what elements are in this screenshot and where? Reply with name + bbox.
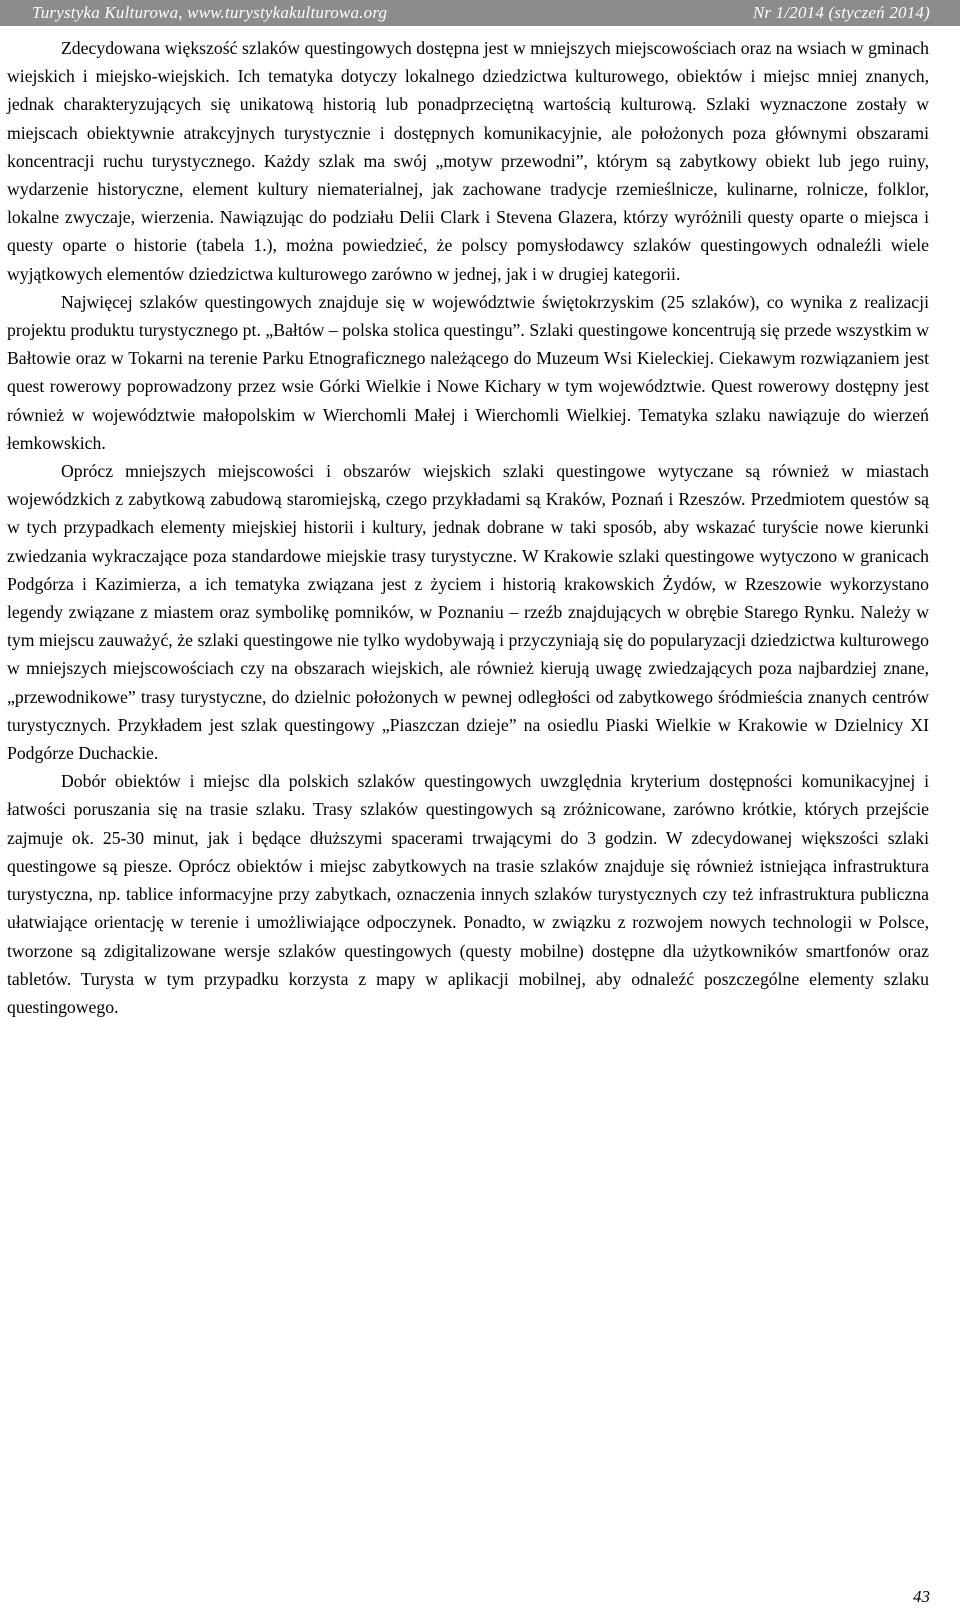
paragraph: Najwięcej szlaków questingowych znajduje się w województwie świętokrzyskim (25 szlaków), co wynika z realizacji projektu produktu turystycznego pt. „Bałtów – polska stolica questingu”. Szlaki questingowe koncentrują się przede wszystkim w Bałtowie oraz w Tokarni na terenie Parku Etnograficznego należącego do Muzeum Wsi Kieleckiej. Ciekawym rozwiązaniem jest quest rowerowy poprowadzony przez wsie Górki Wielkie i Nowe Kichary w tym województwie. Quest rowerowy dostępny jest również w województwie małopolskim w Wierchomli Małej i Wierchomli Wielkiej. Tematyka szlaku nawiązuje do wierzeń łemkowskich. — [7, 291, 929, 453]
issue-label: Nr 1/2014 (styczeń 2014) — [752, 3, 930, 22]
paragraph: Oprócz mniejszych miejscowości i obszarów wiejskich szlaki questingowe wytyczane są również w miastach wojewódzkich z zabytkową zabudową staromiejską, czego przykładami są Kraków, Poznań i Rzeszów. Przedmiotem questów są w tych przypadkach elementy miejskiej historii i kultury, jednak dobrane w taki sposób, aby wskazać turyście nowe kierunki zwiedzania wykraczające poza standardowe miejskie trasy turystyczne. W Krakowie szlaki questingowe wytyczono w granicach Podgórza i Kazimierza, a ich tematyka związana jest z życiem i historią krakowskich Żydów, w Rzeszowie wykorzystano legendy związane z miastem oraz symbolikę pomników, w Poznaniu – rzeźb znajdujących w obrębie Starego Rynku. Należy w tym miejscu zauważyć, że szlaki questingowe nie tylko wydobywają i przyczyniają się do popularyzacji dziedzictwa kulturowego w mniejszych miejscowościach czy na obszarach wiejskich, ale również kierują uwagę zwiedzających poza najbardziej znane, „przewodnikowe” trasy turystyczne, do dzielnic położonych w pewnej odległości od zabytkowego śródmieścia znanych centrów turystycznych. Przykładem jest szlak questingowy „Piaszczan dzieje” na osiedlu Piaski Wielkie w Krakowie w Dzielnicy XI Podgórze Duchackie. — [7, 461, 929, 764]
journal-title: Turystyka Kulturowa, www.turystykakulturowa.org — [32, 3, 388, 22]
page-number: 43 — [913, 1587, 930, 1606]
paragraph: Zdecydowana większość szlaków questingowych dostępna jest w mniejszych miejscowościach oraz na wsiach w gminach wiejskich i miejsko-wiejskich. Ich tematyka dotyczy lokalnego dziedzictwa kulturowego, obiektów i miejsc mniej znanych, jednak charakteryzujących się unikatową historią lub ponadprzeciętną wartością kulturową. Szlaki wyznaczone zostały w miejscach obiektywnie atrakcyjnych turystycznie i dostępnych komunikacyjnie, ale położonych poza głównymi obszarami koncentracji ruchu turystycznego. Każdy szlak ma swój „motyw przewodni”, którym są zabytkowy obiekt lub jego ruiny, wydarzenie historyczne, element kultury niematerialnej, jak zachowane tradycje rzemieślnicze, kulinarne, rolnicze, folklor, lokalne zwyczaje, wierzenia. Nawiązując do podziału Delii Clark i Stevena Glazera, którzy wyróżnili questy oparte o miejsca i questy oparte o historie (tabela 1.), można powiedzieć, że polscy pomysłodawcy szlaków questingowych odnaleźli wiele wyjątkowych elementów dziedzictwa kulturowego zarówno w jednej, jak i w drugiej kategorii. — [7, 38, 929, 284]
article-body — [7, 34, 929, 1021]
paragraph: Dobór obiektów i miejsc dla polskich szlaków questingowych uwzględnia kryterium dostępności komunikacyjnej i łatwości poruszania się na trasie szlaku. Trasy szlaków questingowych są zróżnicowane, zarówno krótkie, których przejście zajmuje ok. 25-30 minut, jak i będące dłuższymi spacerami trwającymi do 3 godzin. W zdecydowanej większości szlaki questingowe są piesze. Oprócz obiektów i miejsc zabytkowych na trasie szlaków znajduje się również istniejąca infrastruktura turystyczna, np. tablice informacyjne przy zabytkach, oznaczenia innych szlaków turystycznych czy też infrastruktura publiczna ułatwiające orientację w terenie i umożliwiające odpoczynek. Ponadto, w związku z rozwojem nowych technologii w Polsce, tworzone są zdigitalizowane wersje szlaków questingowych (questy mobilne) dostępne dla użytkowników smartfonów oraz tabletów. Turysta w tym przypadku korzysta z mapy w aplikacji mobilnej, aby odnaleźć poszczególne elementy szlaku questingowego. — [7, 771, 929, 1017]
running-header — [0, 0, 960, 26]
